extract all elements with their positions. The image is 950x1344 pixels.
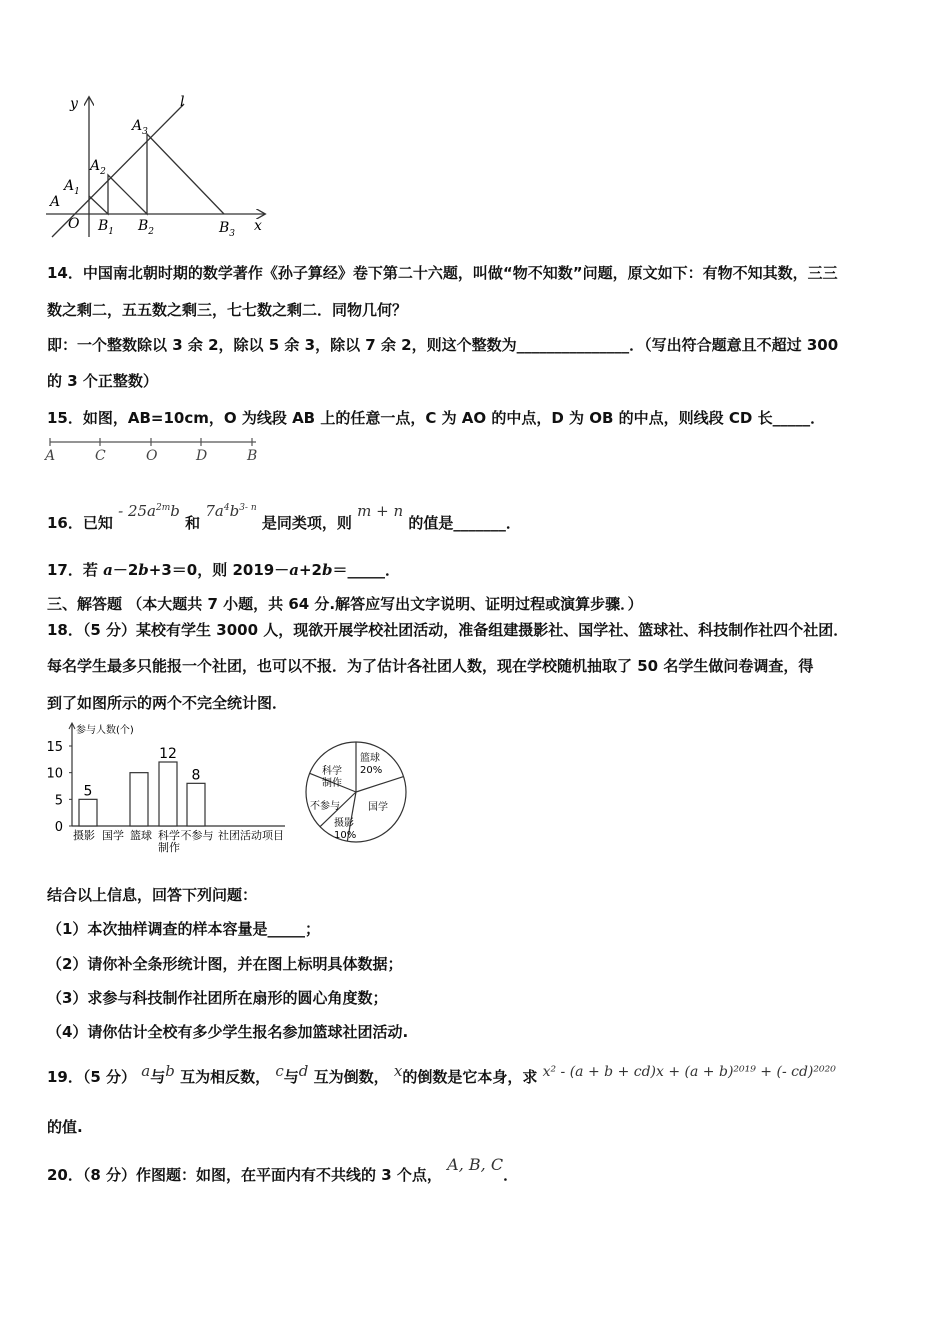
pie-label-sheying: 摄影 (334, 818, 354, 829)
pie-label-none: 不参与 (310, 801, 340, 812)
q17-part-b: －2 (112, 561, 139, 579)
point-b1-label: $B_1$ (98, 218, 115, 237)
bar-chart-title: 参与人数(个) (76, 725, 134, 736)
q16-term1: - $25a^{2m}b$ (118, 502, 180, 520)
q14-line1: 14．中国南北朝时期的数学著作《孙子算经》卷下第二十六题，叫做“物不知数”问题，原文如下：有物不知其数，三三 (47, 264, 838, 282)
bar-x-axis-label: 社团活动项目 (218, 829, 284, 842)
q16-suffix2: 的值是_______． (408, 514, 521, 532)
q18-line1: 18．（5 分）某校有学生 3000 人，现欲开展学校社团活动，准备组建摄影社、国学社、篮球社、科技制作社四个社团． (47, 621, 849, 639)
q17-part-e: ＝_____． (332, 561, 400, 579)
seg-label-a: A (45, 448, 56, 464)
q19-prefix: 19．（5 分） (47, 1068, 137, 1086)
bar-data-label: 12 (159, 746, 177, 762)
seg-label-o: O (146, 448, 158, 464)
q16-suffix1: 是同类项，则 (261, 514, 352, 532)
q18-sub4: （4）请你估计全校有多少学生报名参加篮球社团活动. (47, 1023, 409, 1041)
q19-yu1: 与 (150, 1068, 166, 1086)
q16-and: 和 (185, 514, 201, 532)
q19-var-c: c (275, 1062, 284, 1080)
q20-points: A, B, C (447, 1155, 504, 1174)
axis-y-label: y (70, 96, 78, 112)
bar-category-label: 篮球 (130, 829, 152, 842)
bar-data-label: 8 (191, 767, 201, 784)
coordinate-figure (44, 92, 274, 242)
axis-x-label: x (254, 218, 262, 234)
q18-line2: 每名学生最多只能报一个社团，也可以不报．为了估计各社团人数，现在学校随机抽取了 50 名学生做问卷调查，得 (47, 657, 814, 675)
point-b3-label: $B_3$ (219, 220, 236, 239)
bar-摄影 (79, 799, 97, 826)
q14-line2: 数之剩二，五五数之剩三，七七数之剩二．同物几何？ (47, 301, 408, 319)
pie-chart (298, 738, 414, 846)
bar-category-label-2: 制作 (158, 841, 180, 854)
q19-var-a: a (141, 1062, 151, 1080)
pie-label-tech-2: 制作 (322, 778, 342, 789)
q18-line3: 到了如图所示的两个不完全统计图． (47, 694, 288, 712)
q16-mn: m + n (357, 502, 404, 520)
pie-pct-basketball: 20% (360, 765, 383, 776)
q15-text: 15．如图，AB=10cm，O 为线段 AB 上的任意一点，C 为 AO 的中点，D 为 OB 的中点，则线段 CD 长_____． (47, 409, 826, 427)
bar-category-label: 国学 (102, 829, 124, 842)
pie-label-guoxue: 国学 (368, 802, 388, 813)
q19-yu2: 与 (283, 1068, 299, 1086)
bar-data-label: 5 (83, 783, 93, 800)
point-a-label: A (50, 194, 61, 210)
q19-var-x: x (393, 1062, 403, 1080)
q18-after: 结合以上信息，回答下列问题： (47, 886, 258, 904)
q17 (47, 559, 400, 580)
point-a3-label: $A_3$ (132, 118, 148, 137)
bar-篮球 (159, 762, 177, 826)
q19-t2: 互为倒数， (313, 1068, 389, 1086)
q19-t3: 的倒数是它本身，求 (402, 1068, 538, 1086)
zigzag-path (89, 134, 224, 214)
q17-part-a: 17．若 (47, 561, 104, 579)
seg-label-c: C (95, 448, 106, 464)
pie-label-basketball: 篮球 (360, 753, 380, 764)
q17-var-b2: b (321, 561, 333, 579)
q16-term2: $7a^4b^{3- n}$ (205, 502, 257, 520)
origin-label: O (68, 216, 80, 232)
bar-y-tick-label: 0 (54, 820, 63, 835)
q19-var-d: d (298, 1062, 309, 1080)
q19-line2: 的值. (47, 1118, 83, 1136)
bar-category-label: 科学 (158, 829, 180, 842)
q16-prefix: 16．已知 (47, 514, 113, 532)
line-l-label: l (180, 94, 185, 110)
q19-expression: x² - (a + b + cd)x + (a + b)²⁰¹⁹ + (- cd)²⁰²⁰ (542, 1064, 836, 1080)
q17-part-d: +2 (298, 561, 322, 579)
q17-var-a: a (103, 561, 113, 579)
bar-category-label: 摄影 (73, 829, 95, 842)
q19 (47, 1062, 836, 1087)
q20-text: 20．（8 分）作图题：如图，在平面内有不共线的 3 个点， (47, 1166, 442, 1184)
seg-label-b: B (247, 448, 258, 464)
q17-part-c: +3＝0，则 2019－ (148, 561, 290, 579)
point-b2-label: $B_2$ (138, 218, 155, 237)
bar-国学 (130, 773, 148, 826)
point-a1-label: $A_1$ (64, 178, 80, 197)
q20 (47, 1155, 519, 1185)
q20-end: ． (503, 1166, 519, 1184)
q16 (47, 502, 521, 533)
point-a2-label: $A_2$ (90, 158, 106, 177)
q17-var-a2: a (289, 561, 299, 579)
q18-sub1: （1）本次抽样调查的样本容量是_____； (47, 920, 320, 938)
bar-category-label: 不参与 (180, 829, 214, 842)
q14-line4: 的 3 个正整数） (47, 372, 158, 390)
bar-y-tick-label: 5 (54, 793, 63, 809)
bar-y-tick-label: 10 (46, 766, 63, 782)
bar-y-tick-label: 15 (46, 740, 63, 755)
bar-chart (40, 722, 295, 855)
q19-t1: 互为相反数， (180, 1068, 271, 1086)
seg-label-d: D (196, 448, 208, 464)
section3-heading: 三、解答题 （本大题共 7 小题，共 64 分.解答应写出文字说明、证明过程或演算步骤．） (47, 595, 643, 613)
q17-var-b: b (138, 561, 149, 579)
q15-segment-figure (44, 434, 266, 466)
q19-var-b: b (165, 1062, 175, 1080)
bar-科学制作 (187, 783, 205, 826)
q18-sub3: （3）求参与科技制作社团所在扇形的圆心角度数； (47, 989, 388, 1007)
pie-label-tech-1: 科学 (322, 766, 342, 777)
q14-line3: 即：一个整数除以 3 余 2，除以 5 余 3，除以 7 余 2，则这个整数为_______________．（写出符合题意且不超过 300 (47, 336, 839, 354)
pie-pct-sheying: 10% (334, 830, 357, 841)
q18-sub2: （2）请你补全条形统计图，并在图上标明具体数据； (47, 955, 403, 973)
